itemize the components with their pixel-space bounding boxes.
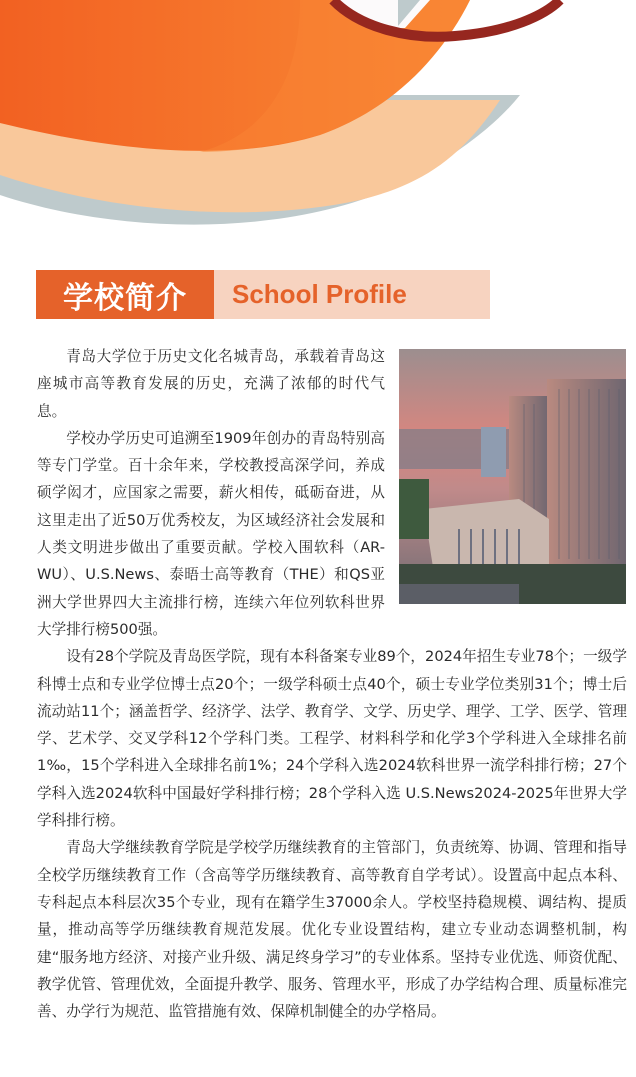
paragraph-disciplines: 设有28个学院及青岛医学院，现有本科备案专业89个，2024年招生专业78个；一级学科博士点和专业学位博士点20个；一级学科硕士点40个，硕士专业学位类别31个；博士后流动站11个；涵盖哲学、经济学、法学、教育学、文学、历史学、理学、工学、医学、管理学、艺术学、交叉学科12个学科门类。工程学、材料科学和化学3个学科进入全球排名前1‰，15个学科进入全球排名前1%；24个学科入选2024软科世界一流学科排行榜；27个学科入选2024软科中国最好学科排行榜；28个学科入选 U.S.News2024-2025年世界大学学科排行榜。 bbox=[37, 648, 627, 830]
paragraph-history: 学校办学历史可追溯至1909年创办的青岛特别高等专门学堂。百十余年来，学校教授高深学问，养成硕学闳才，应国家之需要，薪火相传，砥砺奋进，从这里走出了近50万优秀校友，为区域经济社会发展和人类文明进步做出了重要贡献。学校入围软科（AR-WU）、U.S.News、泰晤士高等教育（THE）和QS亚洲大学世界四大主流排行榜，连续六年位列软科世界大学排行榜500强。 bbox=[37, 429, 385, 638]
decorative-swoosh-graphic bbox=[0, 0, 636, 240]
profile-body bbox=[37, 343, 627, 1025]
paragraph-intro: 青岛大学位于历史文化名城青岛，承载着青岛这座城市高等教育发展的历史，充满了浓郁的时代气息。 bbox=[37, 348, 385, 420]
section-title-english: School Profile bbox=[214, 270, 490, 319]
paragraph-continuing-education: 青岛大学继续教育学院是学校学历继续教育的主管部门，负责统筹、协调、管理和指导全校学历继续教育工作（含高等学历继续教育、高等教育自学考试）。设置高中起点本科、专科起点本科层次35个专业，现有在籍学生37000余人。学校坚持稳规模、调结构、提质量，推动高等学历继续教育规范发展。优化专业设置结构，建立专业动态调整机制，构建“服务地方经济、对接产业升级、满足终身学习”的专业体系。坚持专业优选、师资优配、教学优管、管理优效，全面提升教学、服务、管理水平，形成了办学结构合理、质量标准完善、办学行为规范、监管措施有效、保障机制健全的办学格局。 bbox=[37, 839, 627, 1021]
section-title-chinese: 学校简介 bbox=[36, 270, 214, 319]
section-header bbox=[36, 270, 490, 319]
